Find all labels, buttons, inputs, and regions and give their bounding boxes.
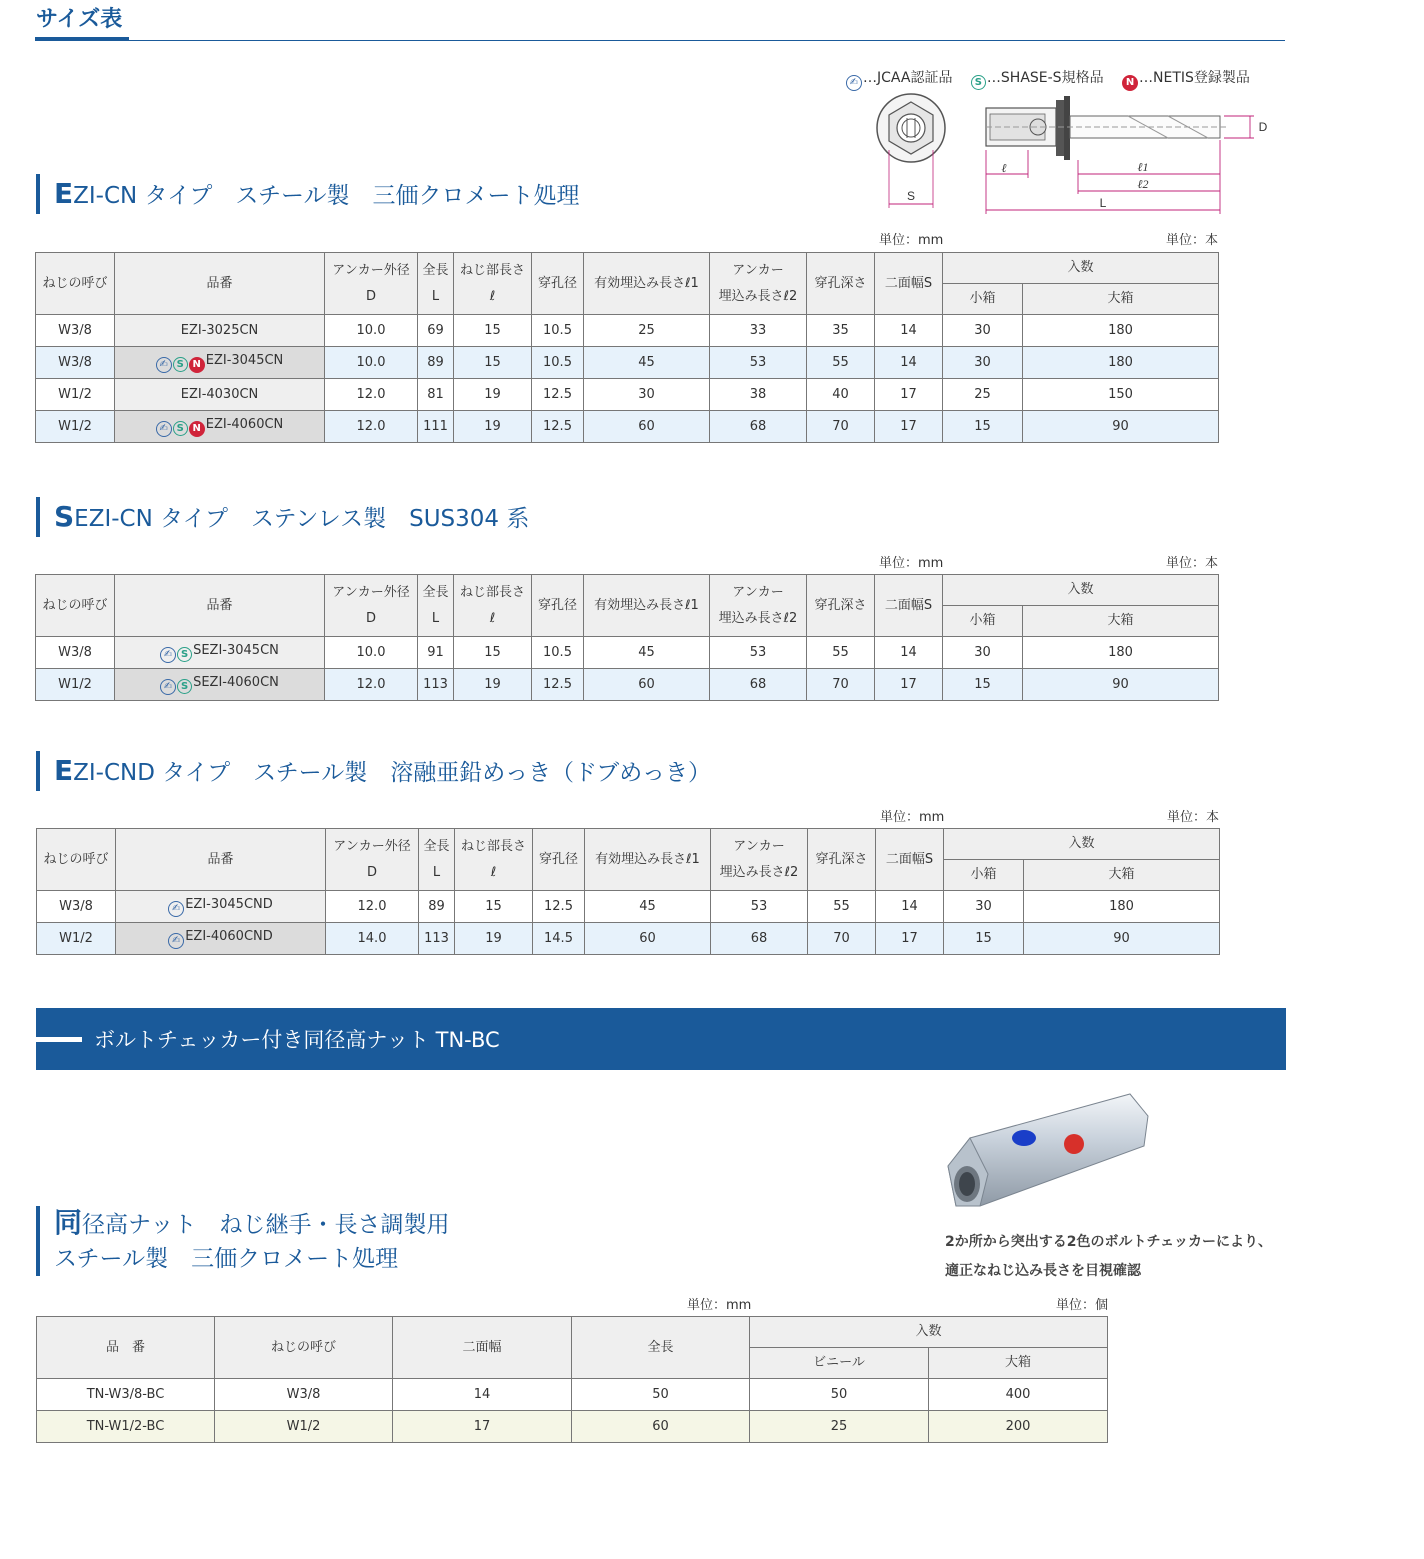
table-row: W1/2 ✍ S N EZI-4060CN 12.0 111 19 12.5 60 68 70 17 15 90	[36, 411, 1219, 443]
col-nominal: ねじの呼び	[36, 253, 115, 315]
shase-icon: S	[971, 75, 986, 90]
dim-L-label: L	[1099, 196, 1107, 210]
netis-icon: N	[189, 421, 205, 437]
table-row: TN-W3/8-BC W3/8 14 50 50 400	[37, 1379, 1108, 1411]
col-qty-small: 小箱	[944, 860, 1024, 891]
col-effective-embed: 有効埋込み長さℓ1	[585, 829, 711, 891]
dim-l1-label: ℓ1	[1137, 160, 1149, 174]
col-embed-length: アンカー 埋込み長さℓ2	[710, 253, 807, 315]
col-total-length: 全長 L	[419, 829, 455, 891]
anchor-side-view	[986, 96, 1254, 214]
col-effective-embed: 有効埋込み長さℓ1	[584, 575, 710, 637]
col-width-s: 二面幅S	[875, 575, 943, 637]
part-number-cell: ✍ S SEZI-3045CN	[115, 637, 325, 669]
part-number-cell: EZI-3025CN	[115, 315, 325, 347]
jcaa-icon: ✍	[160, 679, 176, 695]
col-qty: 入数	[750, 1317, 1108, 1348]
legend-jcaa: ✍ …JCAA認証品	[846, 70, 952, 86]
col-nominal: ねじの呼び	[37, 829, 116, 891]
table-row: W3/8 ✍ EZI-3045CND 12.0 89 15 12.5 45 53 55 14 30 180	[37, 891, 1220, 923]
nut-section-title: 同径高ナット ねじ継手・長さ調製用 スチール製 三価クロメート処理	[36, 1206, 450, 1276]
col-hole-diameter: 穿孔径	[532, 253, 584, 315]
col-qty: 入数	[943, 575, 1219, 606]
jcaa-icon: ✍	[160, 647, 176, 663]
col-width-s: 二面幅S	[876, 829, 944, 891]
shase-icon: S	[177, 647, 192, 662]
page-title: サイズ表	[36, 7, 123, 32]
col-qty-large: 大箱	[1024, 860, 1220, 891]
nut-caption: 2か所から突出する2色のボルトチェッカーにより、 適正なねじ込み長さを目視確認	[945, 1234, 1273, 1279]
section-title-sezi-cn: SEZI-CN タイプ ステンレス製 SUS304 系	[36, 497, 529, 537]
col-total-length: 全長 L	[418, 253, 454, 315]
banner-title: ボルトチェッカー付き同径高ナット TN-BC	[94, 1028, 500, 1052]
banner-dash	[36, 1037, 82, 1042]
col-qty-large: 大箱	[1023, 284, 1219, 315]
jcaa-icon: ✍	[156, 357, 172, 373]
dim-s-label: S	[906, 189, 916, 203]
unit-pcs: 単位：本	[1166, 233, 1219, 248]
legend-netis: N …NETIS登録製品	[1122, 70, 1250, 86]
jcaa-icon: ✍	[846, 75, 862, 91]
col-hole-depth: 穿孔深さ	[807, 253, 875, 315]
col-length: 全長	[572, 1317, 750, 1379]
jcaa-icon: ✍	[168, 933, 184, 949]
table-row: W1/2 EZI-4030CN 12.0 81 19 12.5 30 38 40 17 25 150	[36, 379, 1219, 411]
col-embed-length: アンカー 埋込み長さℓ2	[711, 829, 808, 891]
anchor-spec-table	[36, 828, 1220, 955]
col-part: 品番	[116, 829, 326, 891]
unit-mm: 単位：mm	[687, 1298, 752, 1313]
col-embed-length: アンカー 埋込み長さℓ2	[710, 575, 807, 637]
col-qty: 入数	[943, 253, 1219, 284]
unit-mm: 単位：mm	[879, 233, 944, 248]
dim-l2-label: ℓ2	[1137, 177, 1149, 191]
anchor-dimension-diagram	[868, 90, 1278, 220]
col-qty-small: 小箱	[943, 284, 1023, 315]
col-outer-d: アンカー外径 D	[325, 575, 418, 637]
unit-pcs: 単位：本	[1166, 556, 1219, 571]
part-number-cell: ✍ S N EZI-4060CN	[115, 411, 325, 443]
part-number-cell: ✍ S N EZI-3045CN	[115, 347, 325, 379]
table-row: W3/8 ✍ S SEZI-3045CN 10.0 91 15 10.5 45 53 55 14 30 180	[36, 637, 1219, 669]
shase-icon: S	[173, 421, 188, 436]
section-title-ezi-cn: EZI-CN タイプ スチール製 三価クロメート処理	[36, 174, 580, 214]
unit-pcs: 単位：本	[1167, 810, 1220, 825]
table-row: W1/2 ✍ S SEZI-4060CN 12.0 113 19 12.5 60 68 70 17 15 90	[36, 669, 1219, 701]
part-number-cell: ✍ EZI-3045CND	[116, 891, 326, 923]
col-hole-diameter: 穿孔径	[532, 575, 584, 637]
col-qty-large: 大箱	[1023, 606, 1219, 637]
shase-icon: S	[177, 679, 192, 694]
legend-shase: S …SHASE-S規格品	[971, 70, 1104, 86]
col-hole-depth: 穿孔深さ	[807, 575, 875, 637]
unit-ko: 単位：個	[1056, 1298, 1109, 1313]
col-part: 品番	[115, 253, 325, 315]
nut-product-image	[940, 1088, 1155, 1218]
nut-spec-table	[36, 1316, 1108, 1443]
col-width-s: 二面幅S	[875, 253, 943, 315]
col-nominal: ねじの呼び	[36, 575, 115, 637]
col-large: 大箱	[929, 1348, 1108, 1379]
col-effective-embed: 有効埋込み長さℓ1	[584, 253, 710, 315]
col-thread-length: ねじ部長さ ℓ	[455, 829, 533, 891]
table-row: W1/2 ✍ EZI-4060CND 14.0 113 19 14.5 60 68 70 17 15 90	[37, 923, 1220, 955]
col-part: 品 番	[37, 1317, 215, 1379]
col-outer-d: アンカー外径 D	[326, 829, 419, 891]
anchor-spec-table	[35, 574, 1219, 701]
col-vinyl: ビニール	[750, 1348, 929, 1379]
anchor-spec-table	[35, 252, 1219, 443]
col-hole-diameter: 穿孔径	[533, 829, 585, 891]
jcaa-icon: ✍	[168, 901, 184, 917]
table-row: W3/8 ✍ S N EZI-3045CN 10.0 89 15 10.5 45 53 55 14 30 180	[36, 347, 1219, 379]
part-number-cell: ✍ EZI-4060CND	[116, 923, 326, 955]
dim-l-label: ℓ	[1001, 161, 1007, 175]
netis-icon: N	[1122, 75, 1138, 91]
col-qty-small: 小箱	[943, 606, 1023, 637]
unit-mm: 単位：mm	[880, 810, 945, 825]
dim-D-label: D	[1258, 120, 1268, 134]
col-total-length: 全長 L	[418, 575, 454, 637]
col-thread-length: ねじ部長さ ℓ	[454, 253, 532, 315]
col-width: 二面幅	[393, 1317, 572, 1379]
jcaa-icon: ✍	[156, 421, 172, 437]
netis-icon: N	[189, 357, 205, 373]
title-underline	[35, 37, 129, 41]
table-row: W3/8 EZI-3025CN 10.0 69 15 10.5 25 33 35 14 30 180	[36, 315, 1219, 347]
part-number-cell: ✍ S SEZI-4060CN	[115, 669, 325, 701]
part-number-cell: EZI-4030CN	[115, 379, 325, 411]
col-nominal: ねじの呼び	[215, 1317, 393, 1379]
shase-icon: S	[173, 357, 188, 372]
col-outer-d: アンカー外径 D	[325, 253, 418, 315]
section-title-ezi-cnd: EZI-CND タイプ スチール製 溶融亜鉛めっき（ドブめっき）	[36, 751, 711, 791]
col-hole-depth: 穿孔深さ	[808, 829, 876, 891]
col-thread-length: ねじ部長さ ℓ	[454, 575, 532, 637]
col-qty: 入数	[944, 829, 1220, 860]
table-row: TN-W1/2-BC W1/2 17 60 25 200	[37, 1411, 1108, 1443]
title-rule	[129, 40, 1285, 41]
col-part: 品番	[115, 575, 325, 637]
certification-legend	[846, 67, 1250, 91]
unit-mm: 単位：mm	[879, 556, 944, 571]
